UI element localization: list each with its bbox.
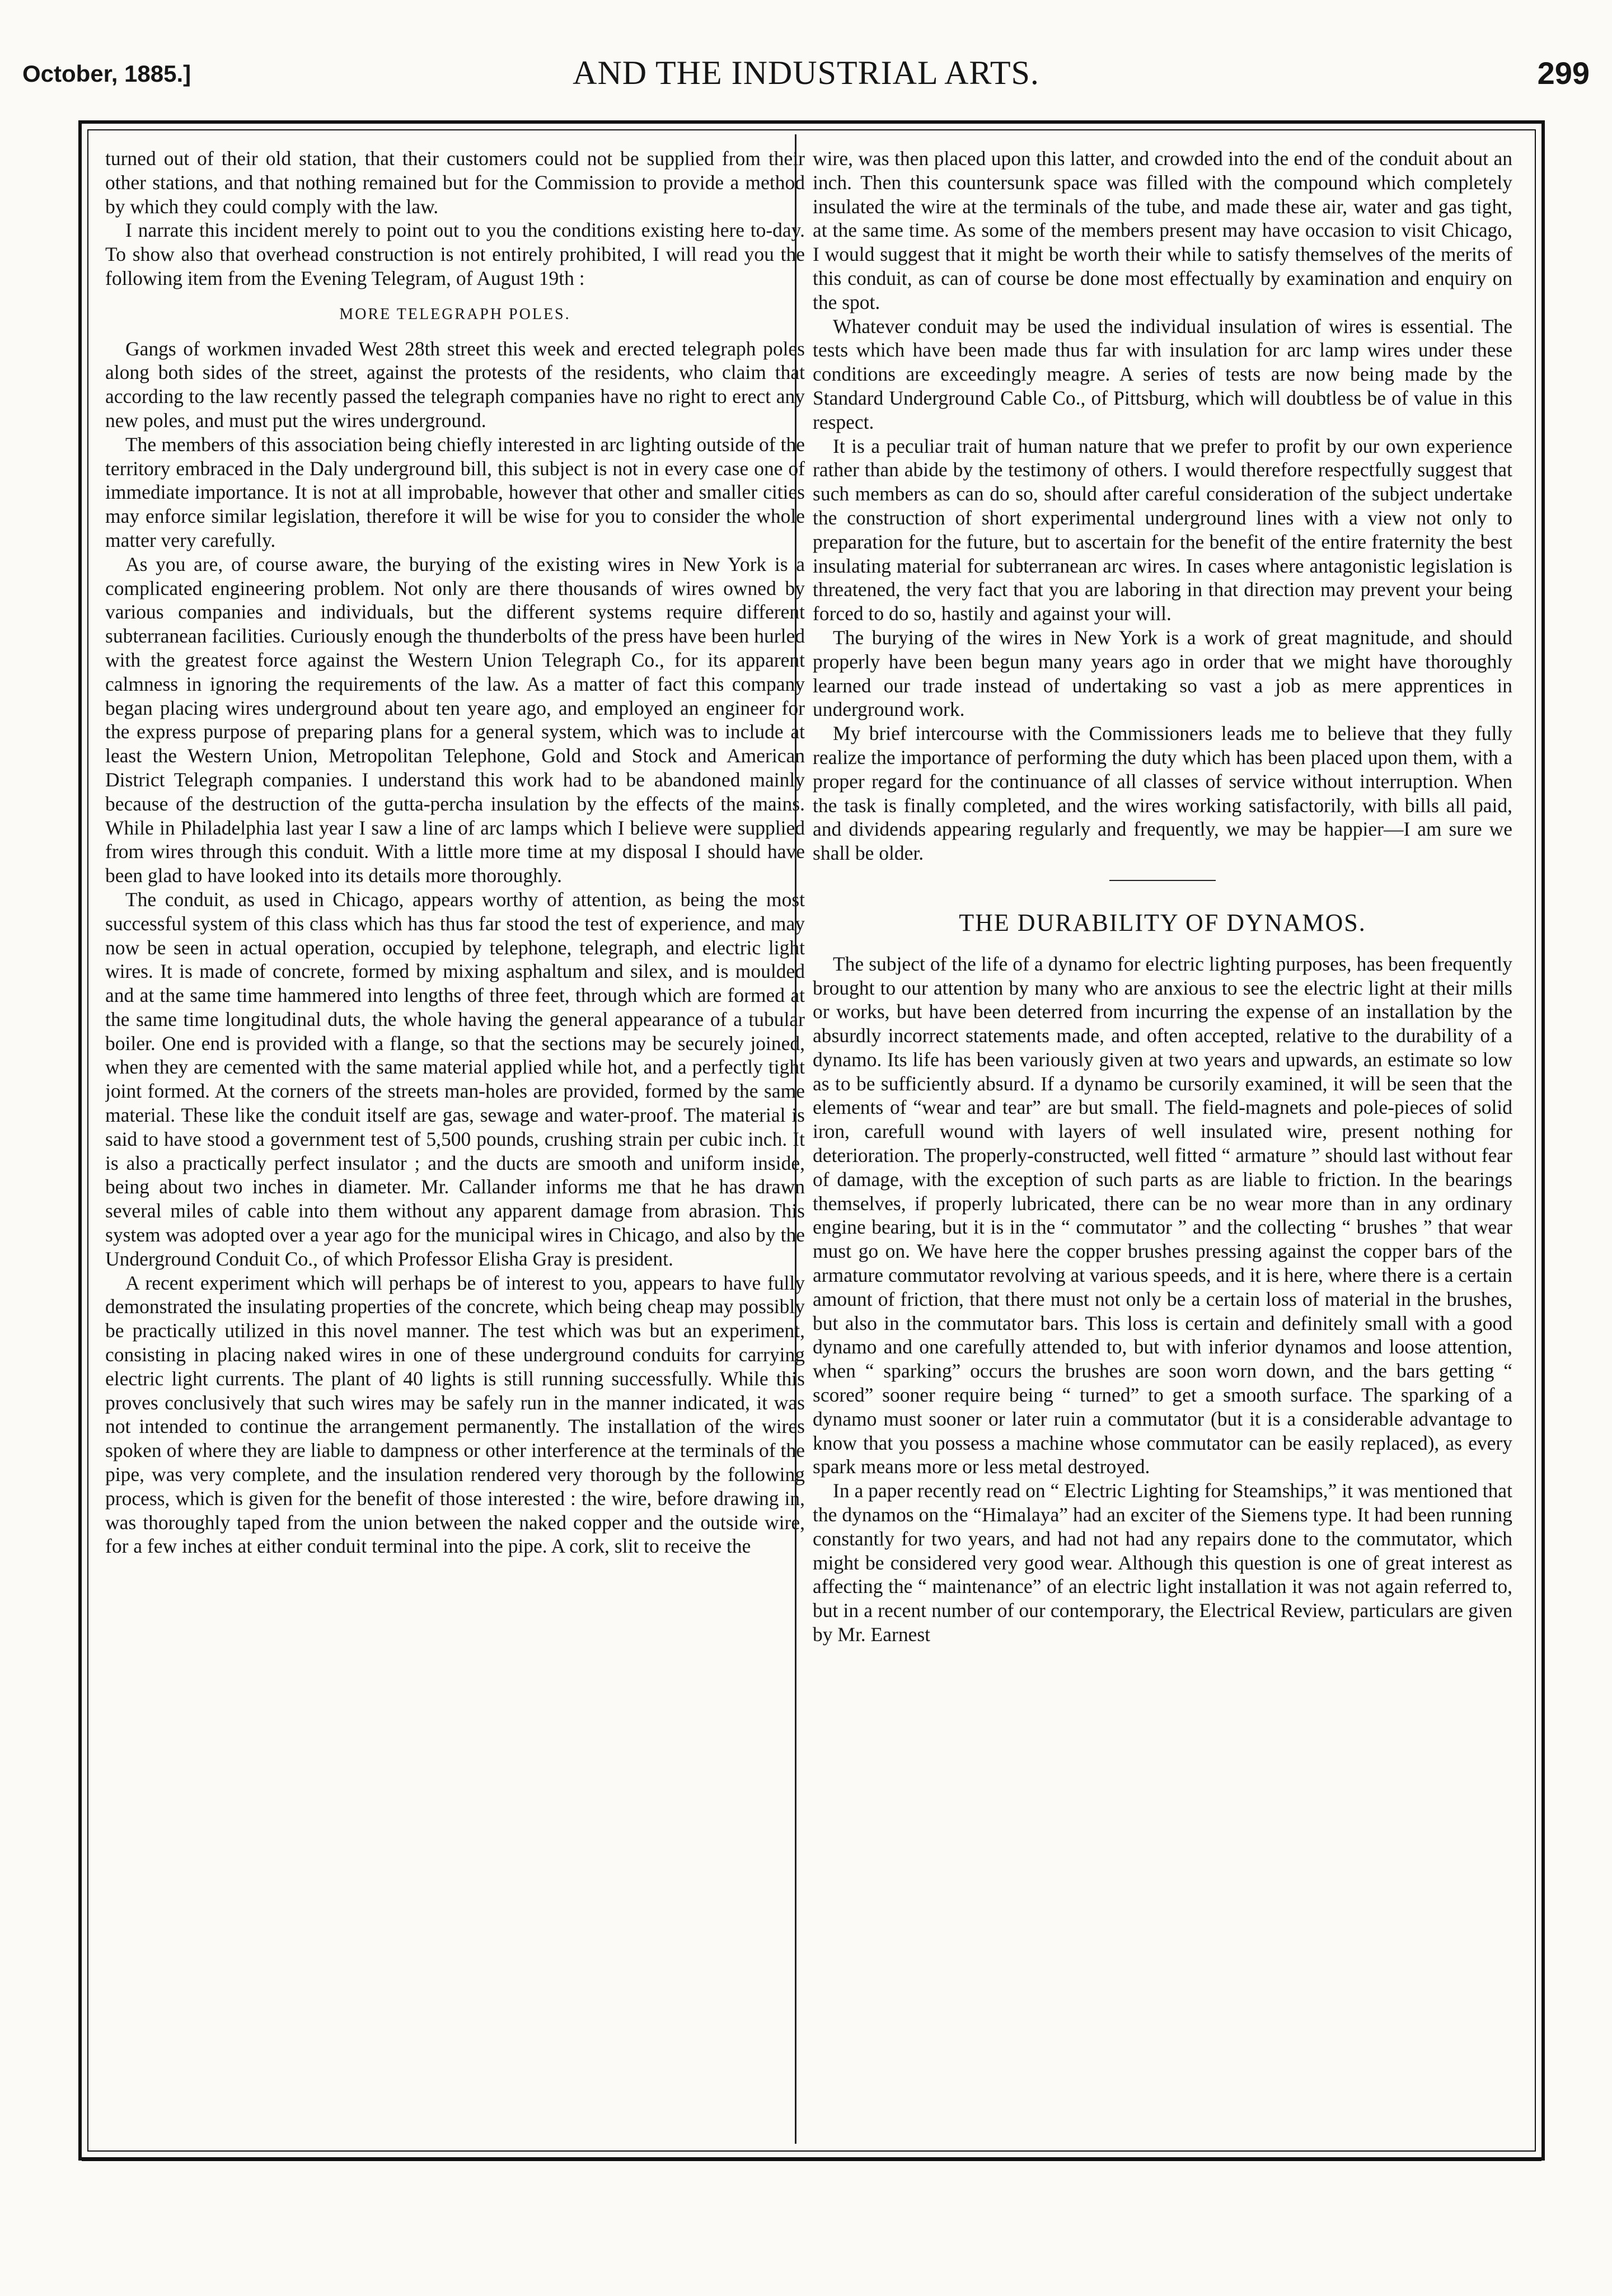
paragraph: turned out of their old station, that their customers could not be supplied from their other stations, and that nothing remained but for the Commission to provide a method by which they could comply with the law. — [105, 147, 805, 218]
paragraph: wire, was then placed upon this latter, and crowded into the end of the conduit about an inch. Then this countersunk space was filled with the compound which completely insulated the wire at the terminals of the tube, and made these air, water and gas tight, at the same time. As some of the members present may have occasion to visit Chicago, I would suggest that it might be worth their while to satisfy themselves of the merits of this conduit, as can of course be done most effectually by examination and enquiry on the spot. — [813, 147, 1512, 313]
left-column — [105, 147, 805, 2128]
ornament-rule — [1109, 880, 1216, 881]
paragraph: The burying of the wires in New York is a work of great magnitude, and should properly have been begun many years ago in order that we might have thoroughly learned our trade instead of undertaking so vast a job as mere apprentices in underground work. — [813, 626, 1512, 721]
quoted-item-heading: MORE TELEGRAPH POLES. — [339, 305, 571, 323]
bottom-rule — [82, 2158, 1541, 2161]
paragraph: Whatever conduit may be used the individual insulation of wires is essential. The tests which have been made thus far with insulation for arc lamp wires under these conditions are exceedingly meagre. A series of tests are now being made by the Standard Underground Cable Co., of Pittsburg, which will doubtless be of value in this respect. — [813, 315, 1512, 433]
issue-date: October, 1885.] — [22, 60, 191, 87]
paragraph: The conduit, as used in Chicago, appears worthy of attention, as being the most successful system of this class which has thus far stood the test of experience, and may now be seen in actual operation, occupied by telephone, telegraph, and electric light wires. It is made of concrete, formed by mixing asphaltum and silex, and is moulded and at the same time hammered into lengths of three feet, through which are formed at the same time longitudinal duts, the whole having the general appearance of a tubular boiler. One end is provided with a flange, so that the sections may be securely joined, when they are cemented with the same material applied while hot, and a perfectly tight joint formed. At the corners of the streets man-holes are provided, formed by the same material. These like the conduit itself are gas, sewage and water-proof. The material is said to have stood a government test of 5,500 pounds, crushing strain per cubic inch. It is also a practically perfect insulator ; and the ducts are smooth and uniform inside, being about two inches in diameter. Mr. Callander informs me that he has drawn several miles of cable into them without any apparent damage from abrasion. This system was adopted over a year ago for the municipal wires in Chicago, and also by the Underground Conduit Co., of which Professor Elisha Gray is president. — [105, 888, 805, 1270]
section-title: THE DURABILITY OF DYNAMOS. — [959, 908, 1366, 936]
running-title: AND THE INDUSTRIAL ARTS. — [573, 54, 1039, 91]
right-column — [813, 147, 1512, 2128]
section-ornament — [813, 872, 1512, 889]
paragraph: The members of this association being chiefly interested in arc lighting outside of the territory embraced in the Daly underground bill, this subject is not in every case one of immediate importance. It is not at all improbable, however that other and smaller cities may enforce similar legislation, therefore it will be wise for you to consider the whole matter very carefully. — [105, 433, 805, 551]
paragraph: As you are, of course aware, the burying of the existing wires in New York is a complicated engineering problem. Not only are there thousands of wires owned by various companies and individuals, but the different systems require different subterranean facilities. Curiously enough the thunderbolts of the press have been hurled with the greatest force against the Western Union Telegraph Co., for its apparent calmness in ignoring the requirements of the law. As a matter of fact this company began placing wires underground about ten yeare ago, and employed an engineer for the express purpose of preparing plans for a general system, which was to include at least the Western Union, Metropolitan Telephone, Gold and Stock and American District Telegraph companies. I understand this work had to be abandoned mainly because of the destruction of the gutta-percha insulation by the effects of the mains. While in Philadelphia last year I saw a line of arc lamps which I believe were supplied from wires through this conduit. With a little more time at my disposal I should have been glad to have looked into its details more thoroughly. — [105, 552, 805, 887]
page-number: 299 — [1537, 55, 1590, 91]
paragraph: A recent experiment which will perhaps be of interest to you, appears to have fully demonstrated the insulating properties of the concrete, which being cheap may possibly be practically utilized in this novel manner. The test which was but an experiment, consisting in placing naked wires in one of these underground conduits for carrying electric light currents. The plant of 40 lights is still running successfully. While this proves conclusively that such wires may be safely run in the manner indicated, it was not intended to continue the arrangement permanently. The installation of the wires spoken of where they are liable to dampness or other interference at the terminals of the pipe, was very complete, and the insulation rendered very thorough by the following process, which is given for the benefit of those interested : the wire, before drawing in, was thoroughly taped from the union between the naked copper and the outside wire, for a few inches at either conduit terminal into the pipe. A cork, slit to receive the — [105, 1271, 805, 1558]
paragraph: Gangs of workmen invaded West 28th street this week and erected telegraph poles along both sides of the street, against the protests of the residents, who claim that according to the law recently passed the telegraph companies have no right to erect any new poles, and must put the wires underground. — [105, 337, 805, 432]
paragraph: I narrate this incident merely to point out to you the conditions existing here to-day. To show also that overhead construction is not entirely prohibited, I will read you the following item from the Evening Telegram, of August 19th : — [105, 219, 805, 289]
paragraph: The subject of the life of a dynamo for electric lighting purposes, has been frequently brought to our attention by many who are anxious to see the electric light at their mills or works, but have been deterred from incurring the expense of an installation by the absurdly incorrect statements made, and often accepted, relative to the durability of a dynamo. Its life has been variously given at two years and upwards, an estimate so low as to be sufficiently absurd. If a dynamo be cursorily examined, it will be seen that the elements of “wear and tear” are but small. The field-magnets and pole-pieces of solid iron, carefull wound with layers of well insulated wire, present nothing for deterioration. The properly-constructed, well fitted “ armature ” should last without fear of damage, with the exception of such parts as are liable to friction. In the bearings themselves, if properly lubricated, there can be no wear more than in any ordinary engine bearing, but it is in the “ commutator ” and the collecting “ brushes ” that wear must go on. We have here the copper brushes pressing against the copper bars of the armature commutator revolving at various speeds, and it is here, where there is a certain amount of friction, that there must not only be a certain loss of material in the brushes, but also in the commutator bars. This loss is certain and definitely small with a good dynamo and one carefully attended to, but with inferior dynamos and loose attention, when “ sparking” occurs the brushes are soon worn down, and the bars getting “ scored” sooner require being “ turned” to get a smooth surface. The sparking of a dynamo must sooner or later ruin a commutator (but it is a considerable advantage to know that you possess a machine whose commutator can be easily replaced), as every spark means more or less metal destroyed. — [813, 952, 1512, 1478]
paragraph: My brief intercourse with the Commissioners leads me to believe that they fully realize the importance of performing the duty which has been placed upon them, with a proper regard for the continuance of all classes of service without interruption. When the task is finally completed, and the wires working satisfactorily, with bills all paid, and dividends appearing regularly and frequently, we may be happier—I am sure we shall be older. — [813, 722, 1512, 865]
paragraph: In a paper recently read on “ Electric Lighting for Steamships,” it was mentioned that the dynamos on the “Himalaya” had an exciter of the Siemens type. It had been running constantly for two years, and had not had any repairs done to the commutator, which might be considered very good wear. Although this question is one of great interest as affecting the “ maintenance” of an electric light installation it was not again referred to, but in a recent number of our contemporary, the Electrical Review, particulars are given by Mr. Earnest — [813, 1479, 1512, 1646]
page-header — [0, 0, 1612, 101]
paragraph: It is a peculiar trait of human nature that we prefer to profit by our own experience rather than abide by the testimony of others. I would therefore respectfully suggest that such members as can do so, should after careful consideration of the subject undertake the construction of short experimental underground lines with a view not only to preparation for the future, but to ascertain for the benefit of the entire fraternity the best insulating material for subterranean arc wires. In cases where antagonistic legislation is threatened, the very fact that you are laboring in that direction may prevent your being forced to do so, hastily and against your will. — [813, 434, 1512, 625]
